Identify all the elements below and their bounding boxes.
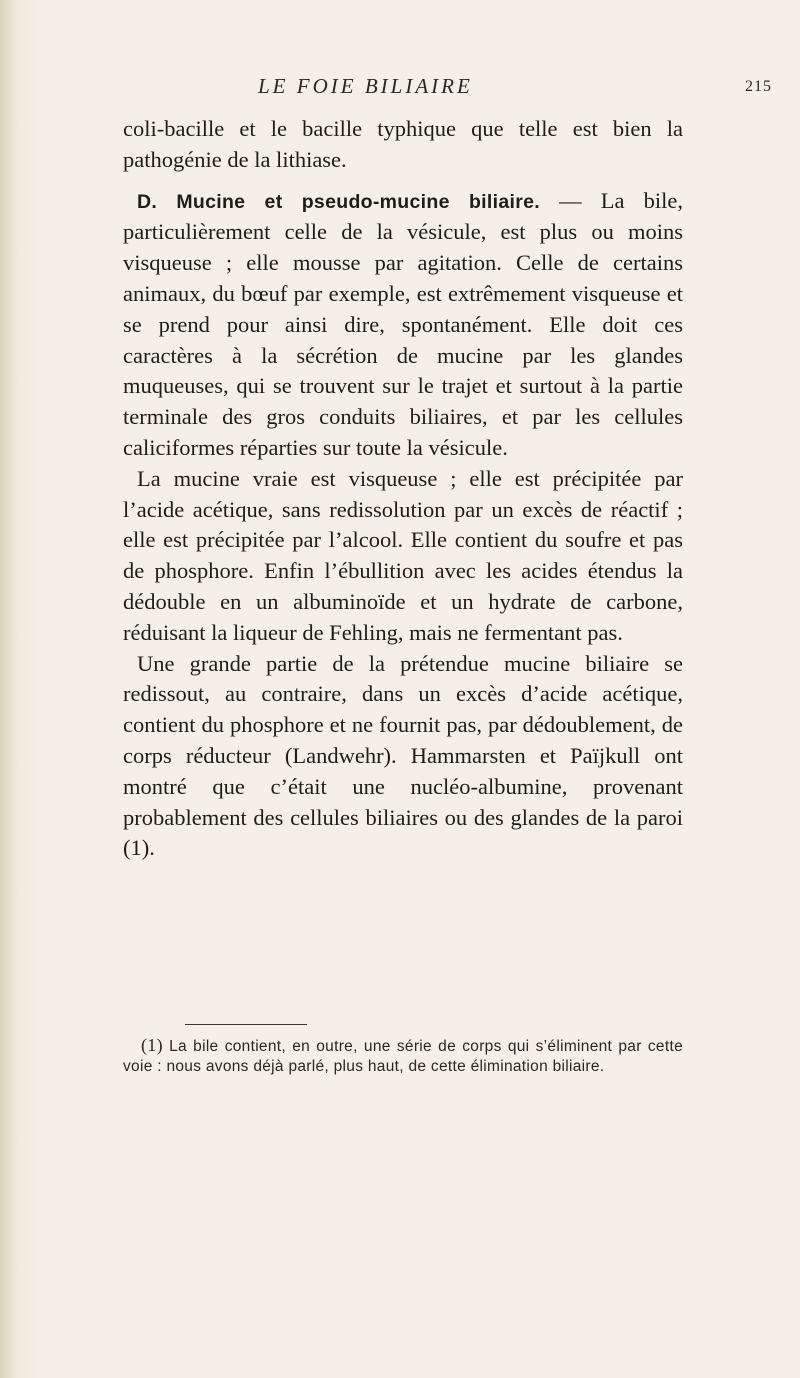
section-heading: D. Mucine et pseudo-mucine biliaire.	[137, 190, 540, 213]
running-title: LE FOIE BILIAIRE	[258, 74, 473, 98]
section-text: — La bile, particulièrement celle de la vésicule, est plus ou moins visqueuse ; elle mousse par agitation. Celle de certains animaux, du bœuf par exemple, est extrêmement visqueuse et se prend pour ainsi dire, spontanément. Elle doit ces caractères à la sécrétion de mucine par les glandes muqueuses, qui se trouvent sur le trajet et surtout à la partie terminale des gros conduits biliaires, et par les cellules caliciformes réparties sur toute la vésicule.	[123, 187, 683, 460]
footnote-marker: (1)	[141, 1035, 163, 1055]
paragraph-section-d	[123, 186, 683, 464]
paragraph-pseudo-mucine: Une grande partie de la prétendue mucine biliaire se redissout, au contraire, dans un excès d’acide acétique, contient du phosphore et ne fournit pas, par dédoublement, de corps réducteur (Landwehr). Hammarsten et Païjkull ont montré que c’était une nucléo-albumine, provenant probablement des cellules biliaires ou des glandes de la paroi (1).	[123, 650, 683, 861]
paragraph-continuation: coli-bacille et le bacille typhique que telle est bien la pathogénie de la lithiase.	[123, 116, 683, 172]
footnote-text: La bile contient, en outre, une série de corps qui s’éliminent par cette voie : nous avons déjà parlé, plus haut, de cette élimination biliaire.	[123, 1038, 683, 1075]
footnote-rule	[185, 1024, 307, 1025]
body-text	[123, 114, 683, 864]
paragraph-mucine: La mucine vraie est visqueuse ; elle est précipitée par l’acide acétique, sans redissolution par un excès de réactif ; elle est précipitée par l’alcool. Elle contient du soufre et pas de phosphore. Enfin l’ébullition avec les acides étendus la dédouble en un albuminoïde et un hydrate de carbone, réduisant la liqueur de Fehling, mais ne fermentant pas.	[123, 465, 683, 645]
page-number: 215	[745, 78, 772, 95]
footnote	[123, 1036, 683, 1076]
